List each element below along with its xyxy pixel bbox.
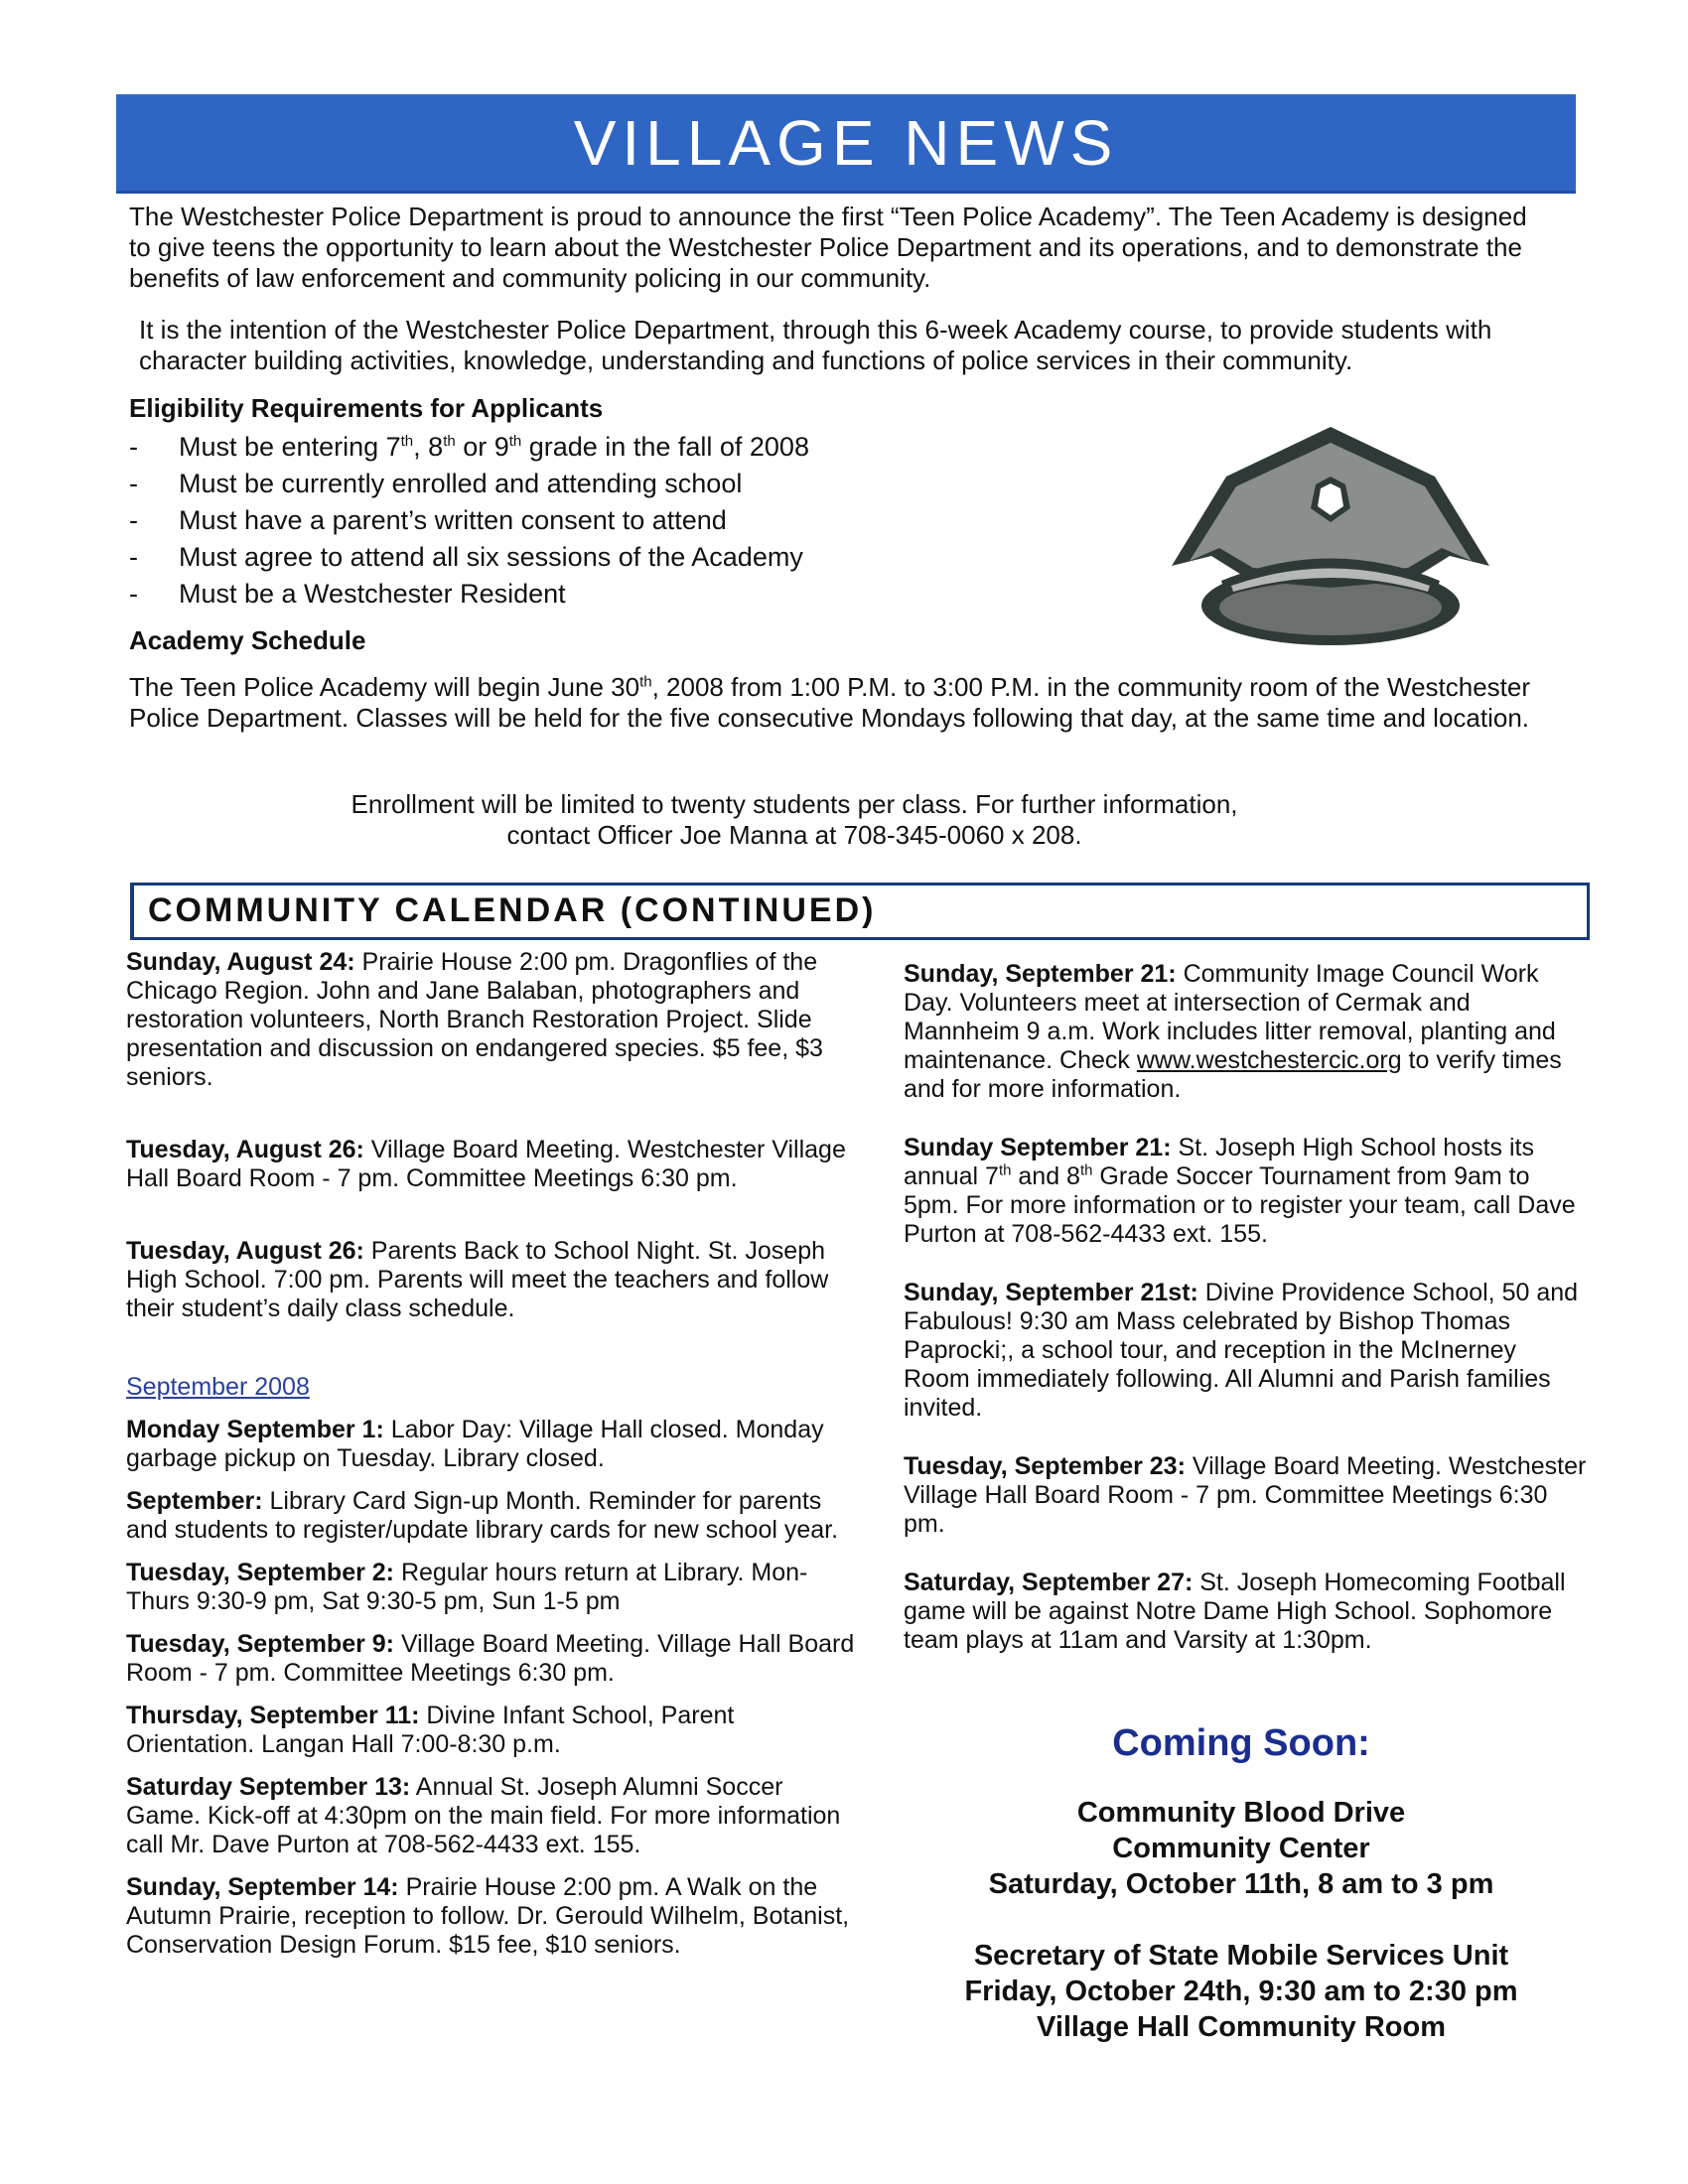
coming-soon-event-2 (884, 1938, 1599, 2045)
superscript: th (1079, 1161, 1093, 1179)
event-line: Saturday, October 11th, 8 am to 3 pm (988, 1868, 1494, 1900)
entry-date: September: (126, 1487, 263, 1515)
calendar-entry (126, 1559, 856, 1616)
entry-date: Saturday, September 27: (904, 1569, 1194, 1596)
calendar-entry (904, 960, 1589, 1104)
eligibility-item (129, 502, 904, 539)
calendar-entry (126, 1487, 856, 1545)
entry-text: Village Board Meeting. Village Hall Board Room - 7 pm. Committee Meetings 6:30 pm. (126, 1630, 855, 1687)
coming-soon-title: Coming Soon: (1112, 1722, 1370, 1764)
calendar-entry (126, 1630, 856, 1688)
entry-text: Parents Back to School Night. St. Joseph High School. 7:00 pm. Parents will meet the teachers and follow their student’s daily class schedule. (126, 1237, 829, 1322)
superscript: th (400, 433, 414, 450)
entry-date: Sunday September 21: (904, 1134, 1172, 1161)
entry-text: Village Board Meeting. Westchester Village Hall Board Room - 7 pm. Committee Meetings 6:30 pm. (904, 1452, 1587, 1538)
calendar-entry (126, 1237, 856, 1323)
website-link[interactable]: www.westchestercic.org (1136, 1046, 1402, 1074)
enrollment-line-1: Enrollment will be limited to twenty students per class. For further information, (351, 789, 1238, 819)
calendar-header (130, 883, 1590, 940)
entry-date: Saturday September 13: (126, 1773, 411, 1801)
calendar-entry (126, 948, 856, 1092)
calendar-right-column (904, 960, 1589, 1655)
item-text: Must be a Westchester Resident (179, 579, 566, 609)
calendar-entry (126, 1873, 856, 1960)
event-line: Community Center (1112, 1833, 1370, 1864)
village-news-banner (116, 94, 1576, 194)
calendar-title: COMMUNITY CALENDAR (CONTINUED) (148, 891, 884, 930)
list-dash: - (129, 505, 138, 535)
superscript: th (639, 673, 652, 691)
text: grade in the fall of 2008 (521, 432, 809, 462)
calendar-entry (126, 1773, 856, 1859)
text: , 2008 from 1:00 P.M. to 3:00 P.M. in the community room of the Westchester Police Department. Classes will be held for the five consecutive Mondays following that day, at the same time and location. (129, 672, 1531, 733)
item-text: Must be currently enrolled and attending school (179, 469, 743, 498)
list-dash: - (129, 579, 138, 609)
entry-text: to verify times and for more information. (904, 1046, 1562, 1103)
section-heading-september: September 2008 (126, 1373, 310, 1401)
superscript: th (508, 433, 522, 450)
entry-date: Tuesday, September 9: (126, 1630, 394, 1658)
enrollment-note (248, 789, 1340, 851)
entry-text: St. Joseph Homecoming Football game will be against Notre Dame High School. Sophomore team plays at 11am and Varsity at 1:30pm. (904, 1569, 1566, 1654)
calendar-entry (904, 1452, 1589, 1539)
entry-date: Tuesday, August 26: (126, 1136, 364, 1163)
list-dash: - (129, 542, 138, 572)
entry-text: St. Joseph High School hosts its annual 7 (904, 1134, 1534, 1190)
event-line: Community Blood Drive (1076, 1797, 1406, 1829)
calendar-entry (126, 1136, 856, 1193)
entry-date: Sunday, September 21: (904, 960, 1177, 988)
schedule-paragraph (129, 672, 1549, 734)
schedule-heading: Academy Schedule (129, 625, 366, 655)
calendar-left-column (126, 948, 856, 1960)
entry-date: Thursday, September 11: (126, 1702, 420, 1729)
entry-text: Prairie House 2:00 pm. A Walk on the Autumn Prairie, reception to follow. Dr. Gerould Wilhelm, Botanist, Conservation Design Forum. $15 fee, $10 seniors. (126, 1873, 850, 1959)
item-text: Must have a parent’s written consent to attend (179, 505, 727, 535)
calendar-entry (904, 1134, 1589, 1249)
entry-date: Sunday, August 24: (126, 948, 355, 976)
entry-text: Library Card Sign-up Month. Reminder for parents and students to register/update library cards for new school year. (126, 1487, 839, 1544)
banner-title: VILLAGE NEWS (573, 106, 1119, 179)
eligibility-list (129, 429, 904, 613)
entry-date: Tuesday, September 23: (904, 1452, 1186, 1480)
text: , 8 (413, 432, 444, 462)
entry-text: Divine Providence School, 50 and Fabulous! 9:30 am Mass celebrated by Bishop Thomas Paprocki;, a school tour, and reception in the McInerney Room immediately following. All Alumni and Parish families invited. (904, 1279, 1579, 1422)
text: or 9 (455, 432, 509, 462)
calendar-entry (904, 1279, 1589, 1423)
text: The Teen Police Academy will begin June 30 (129, 672, 640, 702)
eligibility-heading: Eligibility Requirements for Applicants (129, 393, 604, 423)
calendar-entry (126, 1416, 856, 1473)
eligibility-item (129, 539, 904, 576)
intro-paragraph-2: It is the intention of the Westchester Police Department, through this 6-week Academy course, to provide students with character building activities, knowledge, understanding and functions of police services in their community. (139, 315, 1492, 375)
list-dash: - (129, 432, 138, 462)
coming-soon-section (884, 1722, 1599, 2045)
entry-text: Community Image Council Work Day. Volunteers meet at intersection of Cermak and Mannheim 9 a.m. Work includes litter removal, planting and maintenance. Check (904, 960, 1556, 1074)
entry-date: Monday September 1: (126, 1416, 384, 1443)
superscript: th (443, 433, 456, 450)
entry-text: Prairie House 2:00 pm. Dragonflies of the Chicago Region. John and Jane Balaban, photographers and restoration volunteers, North Branch Restoration Project. Slide presentation and discussion on endangered species. $5 fee, $3 seniors. (126, 948, 823, 1091)
entry-text: Village Board Meeting. Westchester Village Hall Board Room - 7 pm. Committee Meetings 6:30 pm. (126, 1136, 846, 1192)
enrollment-line-2: contact Officer Joe Manna at 708-345-0060 x 208. (506, 820, 1082, 850)
entry-text: Regular hours return at Library. Mon-Thurs 9:30-9 pm, Sat 9:30-5 pm, Sun 1-5 pm (126, 1559, 808, 1615)
entry-text: Divine Infant School, Parent Orientation. Langan Hall 7:00-8:30 p.m. (126, 1702, 735, 1758)
event-line: Secretary of State Mobile Services Unit (973, 1940, 1509, 1972)
entry-date: Tuesday, September 2: (126, 1559, 394, 1586)
entry-text: and 8 (1011, 1162, 1080, 1190)
event-line: Friday, October 24th, 9:30 am to 2:30 pm (964, 1976, 1518, 2007)
entry-text: Labor Day: Village Hall closed. Monday garbage pickup on Tuesday. Library closed. (126, 1416, 824, 1472)
entry-date: Sunday, September 21st: (904, 1279, 1198, 1306)
entry-date: Tuesday, August 26: (126, 1237, 364, 1265)
calendar-entry (904, 1569, 1589, 1655)
eligibility-item (129, 576, 904, 613)
entry-text: Annual St. Joseph Alumni Soccer Game. Kick-off at 4:30pm on the main field. For more information call Mr. Dave Purton at 708-562-4433 ext. 155. (126, 1773, 841, 1858)
list-dash: - (129, 469, 138, 498)
coming-soon-event-1 (884, 1795, 1599, 1902)
calendar-entry (126, 1702, 856, 1759)
police-cap-icon (1152, 417, 1509, 665)
entry-date: Sunday, September 14: (126, 1873, 399, 1901)
item-text: Must agree to attend all six sessions of the Academy (179, 542, 803, 572)
eligibility-item (129, 466, 904, 502)
entry-text: Grade Soccer Tournament from 9am to 5pm. For more information or to register your team, call Dave Purton at 708-562-4433 ext. 155. (904, 1162, 1576, 1248)
event-line: Village Hall Community Room (1037, 2011, 1446, 2043)
eligibility-item (129, 429, 904, 466)
superscript: th (998, 1161, 1012, 1179)
text: Must be entering 7 (179, 432, 401, 462)
intro-paragraph-1: The Westchester Police Department is proud to announce the first “Teen Police Academy”. The Teen Academy is designed to give teens the opportunity to learn about the Westchester Police Department and its operations, and to demonstrate the benefits of law enforcement and community policing in our community. (129, 202, 1527, 293)
